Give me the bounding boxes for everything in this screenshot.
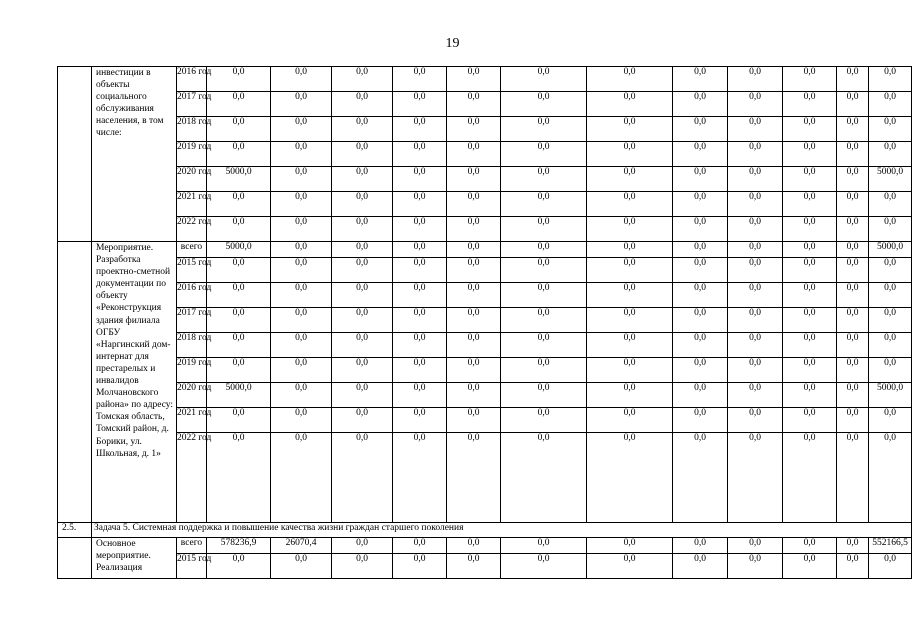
- value-cell: 0,0: [207, 408, 271, 433]
- value-cell: 0,0: [673, 192, 728, 217]
- value-cell: 0,0: [587, 167, 673, 192]
- value-cell: 0,0: [837, 554, 869, 579]
- value-cell: 0,0: [207, 358, 271, 383]
- task-row: [58, 523, 912, 538]
- value-cell: 0,0: [837, 142, 869, 167]
- value-cell: 0,0: [783, 333, 837, 358]
- value-cell: 0,0: [501, 117, 587, 142]
- value-cell: 0,0: [501, 142, 587, 167]
- value-cell: 0,0: [587, 538, 673, 554]
- value-cell: 0,0: [271, 358, 332, 383]
- value-cell: 0,0: [673, 333, 728, 358]
- value-cell: 0,0: [673, 242, 728, 258]
- row-number-cell: [58, 538, 92, 579]
- value-cell: 0,0: [587, 283, 673, 308]
- value-cell: 0,0: [501, 92, 587, 117]
- value-cell: 0,0: [271, 283, 332, 308]
- value-cell: 0,0: [673, 554, 728, 579]
- value-cell: 0,0: [501, 308, 587, 333]
- value-cell: 0,0: [783, 308, 837, 333]
- year-cell: 2018 год: [177, 117, 207, 142]
- value-cell: 0,0: [332, 142, 393, 167]
- value-cell: 0,0: [728, 142, 783, 167]
- value-cell: 0,0: [393, 217, 447, 242]
- page-number: 19: [445, 36, 460, 51]
- value-cell: 0,0: [447, 408, 501, 433]
- value-cell: 0,0: [728, 167, 783, 192]
- year-cell: всего: [177, 538, 207, 554]
- value-cell: 0,0: [501, 67, 587, 92]
- value-cell: 0,0: [837, 192, 869, 217]
- value-cell: 0,0: [501, 433, 587, 523]
- year-cell: 2016 год: [177, 283, 207, 308]
- value-cell: 0,0: [332, 217, 393, 242]
- value-cell: 0,0: [332, 308, 393, 333]
- value-cell: 0,0: [837, 92, 869, 117]
- value-cell: 0,0: [869, 142, 912, 167]
- value-cell: 0,0: [393, 167, 447, 192]
- value-cell: 0,0: [673, 67, 728, 92]
- value-cell: 0,0: [332, 433, 393, 523]
- value-cell: 0,0: [447, 117, 501, 142]
- value-cell: 0,0: [837, 283, 869, 308]
- table-row: [58, 358, 912, 383]
- value-cell: 0,0: [837, 308, 869, 333]
- value-cell: 0,0: [447, 538, 501, 554]
- activity-description: Основное мероприятие. Реализация: [92, 538, 177, 579]
- value-cell: 0,0: [332, 258, 393, 283]
- value-cell: 0,0: [837, 242, 869, 258]
- value-cell: 0,0: [271, 383, 332, 408]
- year-cell: 2022 год: [177, 217, 207, 242]
- value-cell: 0,0: [393, 283, 447, 308]
- value-cell: 0,0: [728, 242, 783, 258]
- value-cell: 0,0: [587, 92, 673, 117]
- year-cell: 2018 год: [177, 333, 207, 358]
- value-cell: 0,0: [869, 433, 912, 523]
- value-cell: 578236,9: [207, 538, 271, 554]
- value-cell: 0,0: [271, 92, 332, 117]
- value-cell: 0,0: [673, 258, 728, 283]
- value-cell: 0,0: [728, 554, 783, 579]
- value-cell: 0,0: [728, 67, 783, 92]
- table-row: [58, 408, 912, 433]
- value-cell: 0,0: [447, 67, 501, 92]
- value-cell: 0,0: [728, 117, 783, 142]
- value-cell: 0,0: [837, 433, 869, 523]
- table-body: [58, 67, 912, 579]
- value-cell: 0,0: [393, 92, 447, 117]
- value-cell: 0,0: [393, 258, 447, 283]
- value-cell: 0,0: [728, 308, 783, 333]
- value-cell: 0,0: [783, 538, 837, 554]
- value-cell: 0,0: [837, 383, 869, 408]
- value-cell: 0,0: [447, 92, 501, 117]
- value-cell: 0,0: [869, 358, 912, 383]
- value-cell: 0,0: [673, 142, 728, 167]
- value-cell: 0,0: [501, 192, 587, 217]
- value-cell: 0,0: [673, 217, 728, 242]
- year-cell: 2020 год: [177, 383, 207, 408]
- value-cell: 0,0: [447, 358, 501, 383]
- value-cell: 0,0: [393, 192, 447, 217]
- value-cell: 0,0: [783, 408, 837, 433]
- value-cell: 0,0: [501, 217, 587, 242]
- value-cell: 0,0: [728, 408, 783, 433]
- year-cell: 2021 год: [177, 192, 207, 217]
- table-row: [58, 142, 912, 167]
- value-cell: 0,0: [501, 283, 587, 308]
- value-cell: 0,0: [728, 283, 783, 308]
- year-cell: 2015 год: [177, 554, 207, 579]
- value-cell: 0,0: [271, 433, 332, 523]
- value-cell: 0,0: [728, 538, 783, 554]
- value-cell: 0,0: [393, 117, 447, 142]
- table-row: [58, 308, 912, 333]
- value-cell: 0,0: [837, 538, 869, 554]
- value-cell: 0,0: [783, 167, 837, 192]
- value-cell: 0,0: [332, 117, 393, 142]
- value-cell: 0,0: [271, 554, 332, 579]
- value-cell: 0,0: [587, 192, 673, 217]
- value-cell: 0,0: [332, 192, 393, 217]
- value-cell: 0,0: [587, 142, 673, 167]
- value-cell: 0,0: [447, 554, 501, 579]
- value-cell: 0,0: [271, 167, 332, 192]
- value-cell: 0,0: [271, 142, 332, 167]
- value-cell: 0,0: [447, 283, 501, 308]
- value-cell: 5000,0: [869, 383, 912, 408]
- value-cell: 0,0: [783, 117, 837, 142]
- value-cell: 0,0: [869, 308, 912, 333]
- value-cell: 0,0: [869, 67, 912, 92]
- value-cell: 0,0: [501, 358, 587, 383]
- value-cell: 0,0: [587, 217, 673, 242]
- value-cell: 0,0: [837, 117, 869, 142]
- value-cell: 0,0: [783, 433, 837, 523]
- value-cell: 0,0: [728, 333, 783, 358]
- value-cell: 0,0: [587, 433, 673, 523]
- value-cell: 0,0: [783, 192, 837, 217]
- activity-description: Мероприятие. Разработка проектно-сметной документации по объекту «Реконструкция здания филиала ОГБУ «Наргинский дом-интернат для престарелых и инвалидов Молчановского района» по адресу: Томская область, Томский район, д. Борики, ул. Школьная, д. 1»: [92, 242, 177, 523]
- value-cell: 0,0: [447, 192, 501, 217]
- value-cell: 0,0: [728, 217, 783, 242]
- value-cell: 0,0: [501, 554, 587, 579]
- value-cell: 0,0: [728, 383, 783, 408]
- value-cell: 5000,0: [207, 167, 271, 192]
- value-cell: 0,0: [587, 333, 673, 358]
- value-cell: 0,0: [207, 308, 271, 333]
- value-cell: 0,0: [587, 67, 673, 92]
- value-cell: 0,0: [587, 383, 673, 408]
- value-cell: 0,0: [869, 333, 912, 358]
- value-cell: 0,0: [837, 217, 869, 242]
- value-cell: 0,0: [673, 308, 728, 333]
- activity-description: инвестиции в объекты социального обслуживания населения, в том числе:: [92, 67, 177, 242]
- value-cell: 0,0: [587, 408, 673, 433]
- task-number: 2.5.: [58, 523, 92, 538]
- value-cell: 0,0: [332, 167, 393, 192]
- value-cell: 0,0: [587, 117, 673, 142]
- value-cell: 0,0: [783, 92, 837, 117]
- value-cell: 0,0: [837, 408, 869, 433]
- value-cell: 0,0: [207, 333, 271, 358]
- year-cell: 2017 год: [177, 92, 207, 117]
- value-cell: 0,0: [673, 408, 728, 433]
- year-cell: 2016 год: [177, 67, 207, 92]
- value-cell: 0,0: [501, 383, 587, 408]
- year-cell: 2021 год: [177, 408, 207, 433]
- value-cell: 0,0: [673, 92, 728, 117]
- table-row: [58, 167, 912, 192]
- value-cell: 0,0: [869, 554, 912, 579]
- value-cell: 0,0: [271, 308, 332, 333]
- value-cell: 0,0: [332, 358, 393, 383]
- value-cell: 26070,4: [271, 538, 332, 554]
- value-cell: 0,0: [447, 217, 501, 242]
- value-cell: 0,0: [393, 433, 447, 523]
- value-cell: 0,0: [783, 242, 837, 258]
- value-cell: 0,0: [783, 258, 837, 283]
- value-cell: 0,0: [393, 554, 447, 579]
- value-cell: 0,0: [783, 67, 837, 92]
- value-cell: 0,0: [783, 217, 837, 242]
- value-cell: 0,0: [837, 67, 869, 92]
- value-cell: 0,0: [501, 258, 587, 283]
- year-cell: 2020 год: [177, 167, 207, 192]
- table-row: [58, 217, 912, 242]
- value-cell: 0,0: [728, 358, 783, 383]
- value-cell: 0,0: [393, 67, 447, 92]
- value-cell: 0,0: [447, 258, 501, 283]
- year-cell: 2019 год: [177, 142, 207, 167]
- value-cell: 0,0: [673, 383, 728, 408]
- value-cell: 0,0: [207, 67, 271, 92]
- value-cell: 0,0: [393, 242, 447, 258]
- value-cell: 0,0: [271, 192, 332, 217]
- value-cell: 0,0: [393, 538, 447, 554]
- value-cell: 0,0: [207, 192, 271, 217]
- value-cell: 0,0: [869, 117, 912, 142]
- value-cell: 0,0: [271, 117, 332, 142]
- table-row: [58, 433, 912, 523]
- value-cell: 0,0: [501, 538, 587, 554]
- table-row: [58, 92, 912, 117]
- value-cell: 0,0: [783, 283, 837, 308]
- value-cell: 0,0: [587, 242, 673, 258]
- value-cell: 0,0: [447, 308, 501, 333]
- value-cell: 0,0: [673, 117, 728, 142]
- table-row: [58, 67, 912, 92]
- value-cell: 0,0: [332, 67, 393, 92]
- value-cell: 0,0: [393, 308, 447, 333]
- value-cell: 0,0: [332, 242, 393, 258]
- value-cell: 5000,0: [869, 242, 912, 258]
- value-cell: 0,0: [837, 167, 869, 192]
- value-cell: 0,0: [869, 258, 912, 283]
- value-cell: 0,0: [207, 258, 271, 283]
- value-cell: 0,0: [673, 538, 728, 554]
- value-cell: 0,0: [728, 92, 783, 117]
- row-number-cell: [58, 67, 92, 242]
- value-cell: 0,0: [332, 283, 393, 308]
- table-row: [58, 554, 912, 579]
- value-cell: 0,0: [332, 408, 393, 433]
- value-cell: 0,0: [207, 142, 271, 167]
- value-cell: 5000,0: [207, 383, 271, 408]
- value-cell: 0,0: [783, 358, 837, 383]
- value-cell: 0,0: [393, 142, 447, 167]
- value-cell: 0,0: [207, 283, 271, 308]
- value-cell: 0,0: [869, 408, 912, 433]
- value-cell: 0,0: [869, 217, 912, 242]
- value-cell: 0,0: [271, 67, 332, 92]
- value-cell: 0,0: [728, 433, 783, 523]
- value-cell: 0,0: [837, 333, 869, 358]
- year-cell: всего: [177, 242, 207, 258]
- value-cell: 0,0: [447, 142, 501, 167]
- value-cell: 0,0: [207, 217, 271, 242]
- year-cell: 2019 год: [177, 358, 207, 383]
- value-cell: 0,0: [447, 167, 501, 192]
- table-row: [58, 192, 912, 217]
- value-cell: 0,0: [332, 333, 393, 358]
- value-cell: 0,0: [393, 358, 447, 383]
- value-cell: 0,0: [869, 92, 912, 117]
- value-cell: 0,0: [271, 258, 332, 283]
- value-cell: 0,0: [587, 308, 673, 333]
- value-cell: 0,0: [332, 92, 393, 117]
- value-cell: 5000,0: [207, 242, 271, 258]
- budget-table: [57, 66, 912, 579]
- value-cell: 0,0: [501, 333, 587, 358]
- value-cell: 0,0: [271, 217, 332, 242]
- value-cell: 0,0: [393, 383, 447, 408]
- value-cell: 0,0: [207, 92, 271, 117]
- value-cell: 0,0: [332, 538, 393, 554]
- value-cell: 0,0: [501, 408, 587, 433]
- value-cell: 0,0: [837, 358, 869, 383]
- table-row: [58, 333, 912, 358]
- value-cell: 0,0: [393, 408, 447, 433]
- value-cell: 0,0: [207, 554, 271, 579]
- value-cell: 0,0: [447, 433, 501, 523]
- value-cell: 0,0: [207, 433, 271, 523]
- value-cell: 0,0: [587, 258, 673, 283]
- value-cell: 0,0: [728, 192, 783, 217]
- value-cell: 0,0: [869, 283, 912, 308]
- value-cell: 0,0: [673, 283, 728, 308]
- value-cell: 0,0: [673, 433, 728, 523]
- value-cell: 0,0: [332, 554, 393, 579]
- value-cell: 0,0: [271, 333, 332, 358]
- year-cell: 2015 год: [177, 258, 207, 283]
- year-cell: 2017 год: [177, 308, 207, 333]
- table-row: [58, 283, 912, 308]
- value-cell: 5000,0: [869, 167, 912, 192]
- value-cell: 0,0: [587, 554, 673, 579]
- value-cell: 0,0: [393, 333, 447, 358]
- value-cell: 0,0: [447, 383, 501, 408]
- value-cell: 0,0: [673, 167, 728, 192]
- value-cell: 0,0: [783, 142, 837, 167]
- value-cell: 0,0: [271, 242, 332, 258]
- value-cell: 0,0: [501, 167, 587, 192]
- value-cell: 0,0: [587, 358, 673, 383]
- table-row: [58, 383, 912, 408]
- value-cell: 552166,5: [869, 538, 912, 554]
- table-row: [58, 538, 912, 554]
- value-cell: 0,0: [332, 383, 393, 408]
- value-cell: 0,0: [447, 333, 501, 358]
- value-cell: 0,0: [869, 192, 912, 217]
- year-cell: 2022 год: [177, 433, 207, 523]
- table-row: [58, 258, 912, 283]
- value-cell: 0,0: [783, 383, 837, 408]
- value-cell: 0,0: [271, 408, 332, 433]
- value-cell: 0,0: [837, 258, 869, 283]
- table-row: [58, 117, 912, 142]
- value-cell: 0,0: [447, 242, 501, 258]
- row-number-cell: [58, 242, 92, 523]
- task-title: Задача 5. Системная поддержка и повышение качества жизни граждан старшего поколения: [92, 523, 912, 538]
- value-cell: 0,0: [673, 358, 728, 383]
- value-cell: 0,0: [501, 242, 587, 258]
- table-row: [58, 242, 912, 258]
- value-cell: 0,0: [783, 554, 837, 579]
- value-cell: 0,0: [207, 117, 271, 142]
- value-cell: 0,0: [728, 258, 783, 283]
